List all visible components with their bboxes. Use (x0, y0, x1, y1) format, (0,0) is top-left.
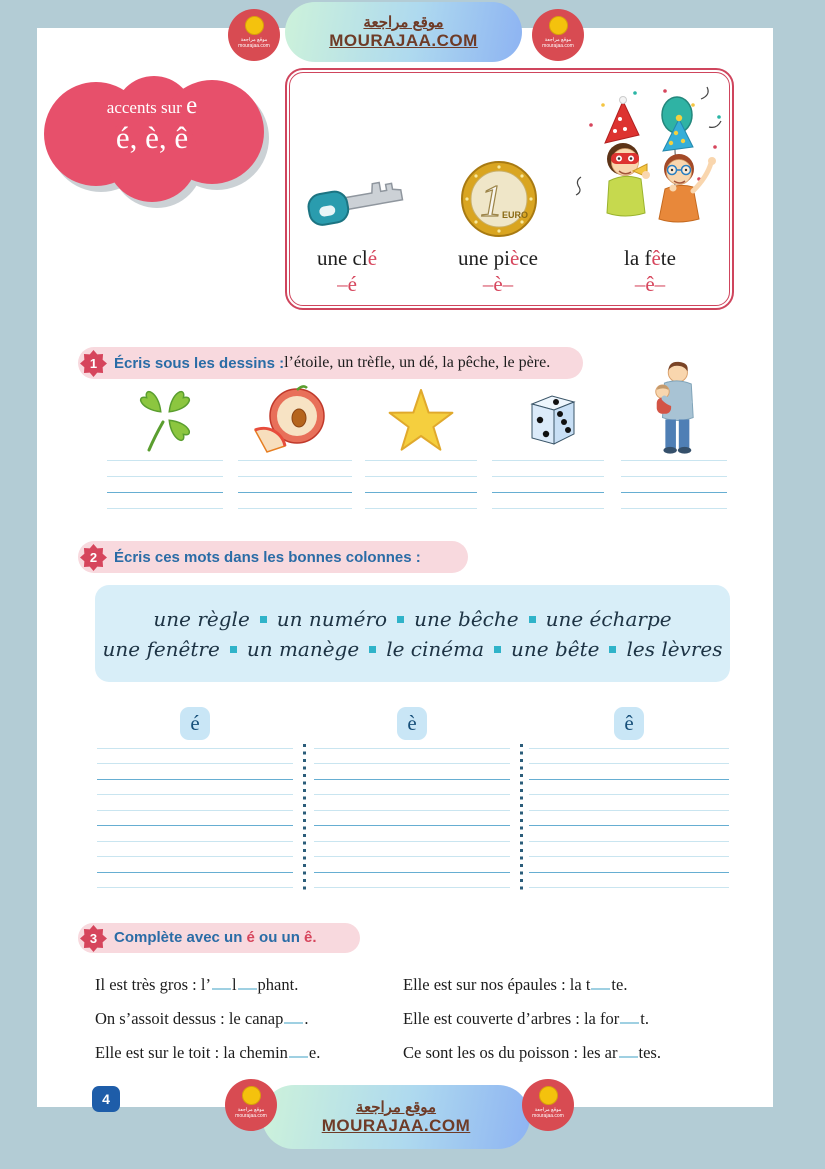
fill-in-sentence (403, 1043, 661, 1063)
logo-text-domain: mourajaa.com (542, 43, 574, 49)
writing-line (529, 825, 729, 826)
dice-image (516, 388, 580, 452)
exercise-1-word-list: l’étoile, un trèfle, un dé, la pêche, le père. (284, 354, 551, 371)
site-logo-icon (225, 1079, 277, 1131)
accent-letter: ê (304, 929, 313, 946)
writing-line (492, 508, 604, 509)
sentence-text: e. (308, 1043, 321, 1062)
writing-line (314, 748, 510, 749)
writing-line (107, 492, 223, 493)
answer-blank (212, 976, 231, 990)
writing-line (529, 856, 729, 857)
exercise-2-header (78, 541, 468, 573)
writing-line (97, 825, 293, 826)
answer-blank (591, 976, 610, 990)
sentence-text: Elle est sur nos épaules : la t (403, 975, 591, 994)
writing-line (529, 887, 729, 888)
site-logo-icon (522, 1079, 574, 1131)
site-banner-footer (262, 1085, 530, 1149)
writing-line (492, 460, 604, 461)
writing-line (97, 794, 293, 795)
writing-line (621, 460, 727, 461)
writing-line (621, 476, 727, 477)
logo-text-arabic: موقع مراجعة (240, 37, 268, 43)
peach-image (245, 384, 329, 454)
site-logo-icon (228, 9, 280, 61)
logo-text-arabic: موقع مراجعة (534, 1107, 562, 1113)
writing-line (97, 856, 293, 857)
sentence-text: l (231, 975, 237, 994)
column-header-e-grave: è (397, 707, 427, 740)
party-kids-image (573, 85, 725, 237)
writing-lines (621, 460, 727, 512)
logo-sun-icon (245, 16, 264, 35)
exercise-1-number: 1 (80, 350, 107, 377)
site-name-arabic: موقع مراجعة (355, 1099, 437, 1116)
instruction-text: ou un (254, 929, 305, 946)
logo-text-arabic: موقع مراجعة (237, 1107, 265, 1113)
example-accent-note: –ê– (634, 272, 666, 296)
sentence-text: tes. (638, 1043, 661, 1062)
word-bank-word: le cinéma (386, 636, 484, 661)
writing-line (621, 508, 727, 509)
exercise-1-header (78, 347, 583, 379)
word-bank-word: une règle (153, 606, 250, 631)
column-divider (303, 744, 306, 892)
writing-line (314, 810, 510, 811)
site-url-link[interactable]: MOURAJAA.COM (321, 1116, 471, 1135)
writing-lines (107, 460, 223, 512)
writing-lines (492, 460, 604, 512)
clover-image (127, 378, 203, 454)
sentence-text: . (304, 1009, 309, 1028)
writing-line (314, 779, 510, 780)
writing-line (529, 841, 729, 842)
writing-line (314, 872, 510, 873)
sentence-text: t. (640, 1009, 649, 1028)
writing-line (492, 492, 604, 493)
site-url-link[interactable]: MOURAJAA.COM (329, 31, 478, 50)
sentence-text: phant. (257, 975, 299, 994)
logo-sun-icon (549, 16, 568, 35)
writing-line (365, 476, 477, 477)
logo-text-domain: mourajaa.com (235, 1113, 267, 1119)
column-header-e-circumflex: ê (614, 707, 644, 740)
fill-in-sentence (95, 1043, 320, 1063)
accent-letter: é (246, 929, 255, 946)
word-bank-word: un manège (246, 636, 360, 661)
writing-line (97, 841, 293, 842)
fill-in-sentence (403, 975, 661, 995)
example-word: la fête (624, 246, 676, 270)
example-accent-note: –è– (482, 272, 514, 296)
writing-line (107, 460, 223, 461)
writing-line (97, 748, 293, 749)
instruction-text: Complète avec un (114, 929, 247, 946)
writing-line (97, 810, 293, 811)
writing-line (529, 872, 729, 873)
lesson-title-badge (34, 76, 270, 202)
writing-line (529, 794, 729, 795)
word-bank-word: un numéro (276, 606, 388, 631)
exercise-3-number: 3 (80, 925, 107, 952)
writing-line (492, 476, 604, 477)
sentence-text: Ce sont les os du poisson : les ar (403, 1043, 618, 1062)
writing-line (97, 763, 293, 764)
example-word: une clé (316, 246, 378, 270)
writing-line (365, 460, 477, 461)
square-bullet-icon (260, 616, 267, 623)
sentence-text: Elle est couverte d’arbres : la for (403, 1009, 620, 1028)
writing-line (314, 887, 510, 888)
writing-lines (238, 460, 352, 512)
accent-letter: . (312, 929, 317, 946)
writing-line (529, 763, 729, 764)
writing-line (529, 810, 729, 811)
sentence-text: Elle est sur le toit : la chemin (95, 1043, 288, 1062)
sentences-right-column (403, 975, 661, 1063)
answer-blank (289, 1044, 308, 1058)
answer-blank (284, 1010, 303, 1024)
lesson-title-line2: é, è, ê (115, 120, 189, 155)
word-bank-word: une bête (511, 636, 600, 661)
logo-sun-icon (242, 1086, 261, 1105)
word-bank (95, 585, 730, 682)
site-logo-icon (532, 9, 584, 61)
column-lines-e-grave (314, 748, 510, 890)
writing-line (107, 476, 223, 477)
column-divider (520, 744, 523, 892)
column-lines-e-acute (97, 748, 293, 890)
writing-line (314, 841, 510, 842)
logo-text-domain: mourajaa.com (532, 1113, 564, 1119)
exercise-2-instruction: Écris ces mots dans les bonnes colonnes : (114, 548, 421, 566)
father-baby-image (646, 360, 702, 456)
writing-line (314, 856, 510, 857)
exercise-2-number: 2 (80, 544, 107, 571)
writing-line (107, 508, 223, 509)
lesson-title-line1: accents sur e (106, 92, 198, 119)
answer-blank (619, 1044, 638, 1058)
site-name-arabic: موقع مراجعة (363, 14, 444, 31)
writing-line (238, 508, 352, 509)
sentences-left-column (95, 975, 320, 1063)
word-bank-word: une écharpe (545, 606, 672, 631)
writing-line (621, 492, 727, 493)
fill-in-sentence (403, 1009, 661, 1029)
square-bullet-icon (494, 646, 501, 653)
writing-line (529, 779, 729, 780)
example-accent-note: –é (337, 272, 357, 296)
word-bank-line2 (102, 637, 722, 661)
logo-text-domain: mourajaa.com (238, 43, 270, 49)
column-header-e-acute: é (180, 707, 210, 740)
word-bank-word: une fenêtre (102, 636, 220, 661)
euro-coin-image (460, 160, 538, 238)
star-image (385, 388, 457, 454)
answer-blank (620, 1010, 639, 1024)
fill-in-sentence (95, 1009, 320, 1029)
word-bank-word: une bêche (414, 606, 519, 631)
site-banner-header (285, 2, 522, 62)
writing-line (529, 748, 729, 749)
writing-line (314, 825, 510, 826)
writing-line (97, 872, 293, 873)
column-lines-e-circumflex (529, 748, 729, 890)
writing-line (365, 508, 477, 509)
sentence-text: On s’assoit dessus : le canap (95, 1009, 284, 1028)
exercise-3-instruction (114, 929, 317, 947)
fill-in-sentence (95, 975, 320, 995)
square-bullet-icon (609, 646, 616, 653)
key-image (305, 168, 407, 234)
square-bullet-icon (369, 646, 376, 653)
logo-sun-icon (539, 1086, 558, 1105)
logo-text-arabic: موقع مراجعة (544, 37, 572, 43)
word-bank-word: les lèvres (626, 636, 723, 661)
writing-line (238, 492, 352, 493)
svg-text:EURO: EURO (502, 210, 529, 220)
writing-line (238, 460, 352, 461)
square-bullet-icon (230, 646, 237, 653)
writing-line (314, 763, 510, 764)
sentence-text: Il est très gros : l’ (95, 975, 211, 994)
square-bullet-icon (529, 616, 536, 623)
exercise-1-instruction: Écris sous les dessins : (114, 354, 285, 372)
exercise-4-number: 4 (92, 1086, 120, 1112)
writing-lines (365, 460, 477, 512)
square-bullet-icon (397, 616, 404, 623)
answer-blank (238, 976, 257, 990)
sentence-text: te. (611, 975, 628, 994)
writing-line (314, 794, 510, 795)
word-bank-line1 (153, 607, 671, 631)
writing-line (238, 476, 352, 477)
example-word: une pièce (458, 246, 538, 270)
writing-line (97, 887, 293, 888)
exercise-3-header (78, 923, 360, 953)
svg-text:1: 1 (480, 175, 503, 226)
writing-line (365, 492, 477, 493)
writing-line (97, 779, 293, 780)
